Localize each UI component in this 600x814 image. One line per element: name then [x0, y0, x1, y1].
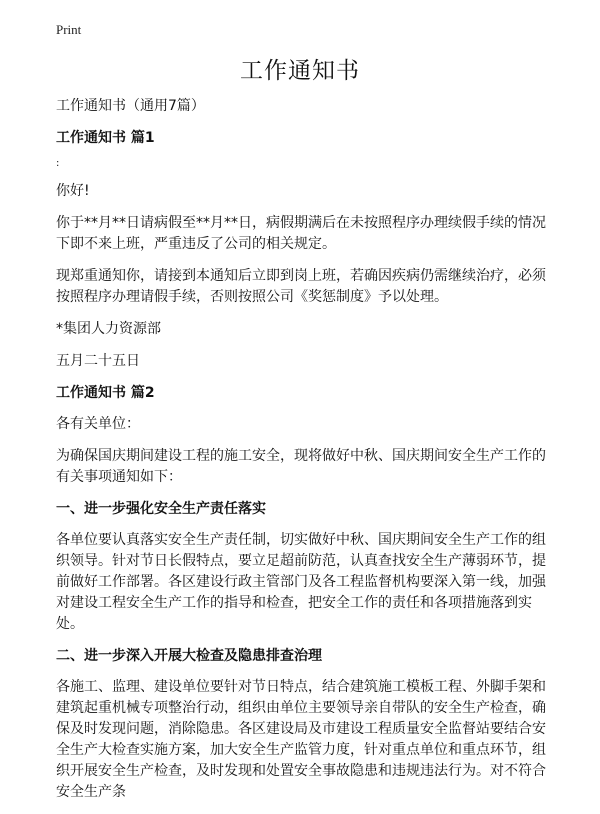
part2-greeting: 各有关单位：: [56, 416, 140, 432]
print-label: Print: [56, 22, 82, 37]
section1-heading: 一、进一步强化安全生产责任落实: [56, 501, 266, 517]
part1-paragraph-2: 现郑重通知你，请接到本通知后立即到岗上班，若确因疾病仍需继续治疗，必须按照程序办理请假手续，否则按照公司《奖惩制度》予以处理。: [56, 268, 546, 305]
part1-greeting: 你好!: [56, 183, 90, 199]
part2-intro: 为确保国庆期间建设工程的施工安全，现将做好中秋、国庆期间安全生产工作的有关事项通知如下：: [56, 448, 546, 485]
section2-heading: 二、进一步深入开展大检查及隐患排查治理: [56, 648, 322, 664]
page-title: 工作通知书: [240, 58, 360, 84]
part1-addressee-stub: :: [56, 158, 60, 169]
part2-heading: 工作通知书 篇2: [56, 385, 155, 401]
section2-text: 各施工、监理、建设单位要针对节日特点，结合建筑施工模板工程、外脚手架和建筑起重机械专项整治行动，组织由单位主要领导亲自带队的安全生产检查，确保及时发现问题，消除隐患。各区建设局及市建设工程质量安全监督站要结合安全生产大检查实施方案，加大安全生产监管力度，针对重点单位和重点环节，组织开展安全生产检查，及时发现和处置安全事故隐患和违规违法行为。对不符合安全生产条: [56, 679, 546, 800]
document-subtitle: 工作通知书（通用7篇）: [56, 98, 205, 114]
part1-signature: *集团人力资源部: [56, 321, 161, 337]
part1-heading: 工作通知书 篇1: [56, 130, 155, 146]
part1-paragraph-1: 你于**月**日请病假至**月**日，病假期满后在未按照程序办理续假手续的情况下即不来上班，严重违反了公司的相关规定。: [56, 215, 546, 252]
section1-text: 各单位要认真落实安全生产责任制，切实做好中秋、国庆期间安全生产工作的组织领导。针对节日长假特点，要立足超前防范，认真查找安全生产薄弱环节，提前做好工作部署。各区建设行政主管部门及各工程监督机构要深入第一线，加强对建设工程安全生产工作的指导和检查，把安全工作的责任和各项措施落到实处。: [56, 532, 546, 632]
document-body: [56, 96, 552, 814]
part1-date: 五月二十五日: [56, 353, 140, 369]
